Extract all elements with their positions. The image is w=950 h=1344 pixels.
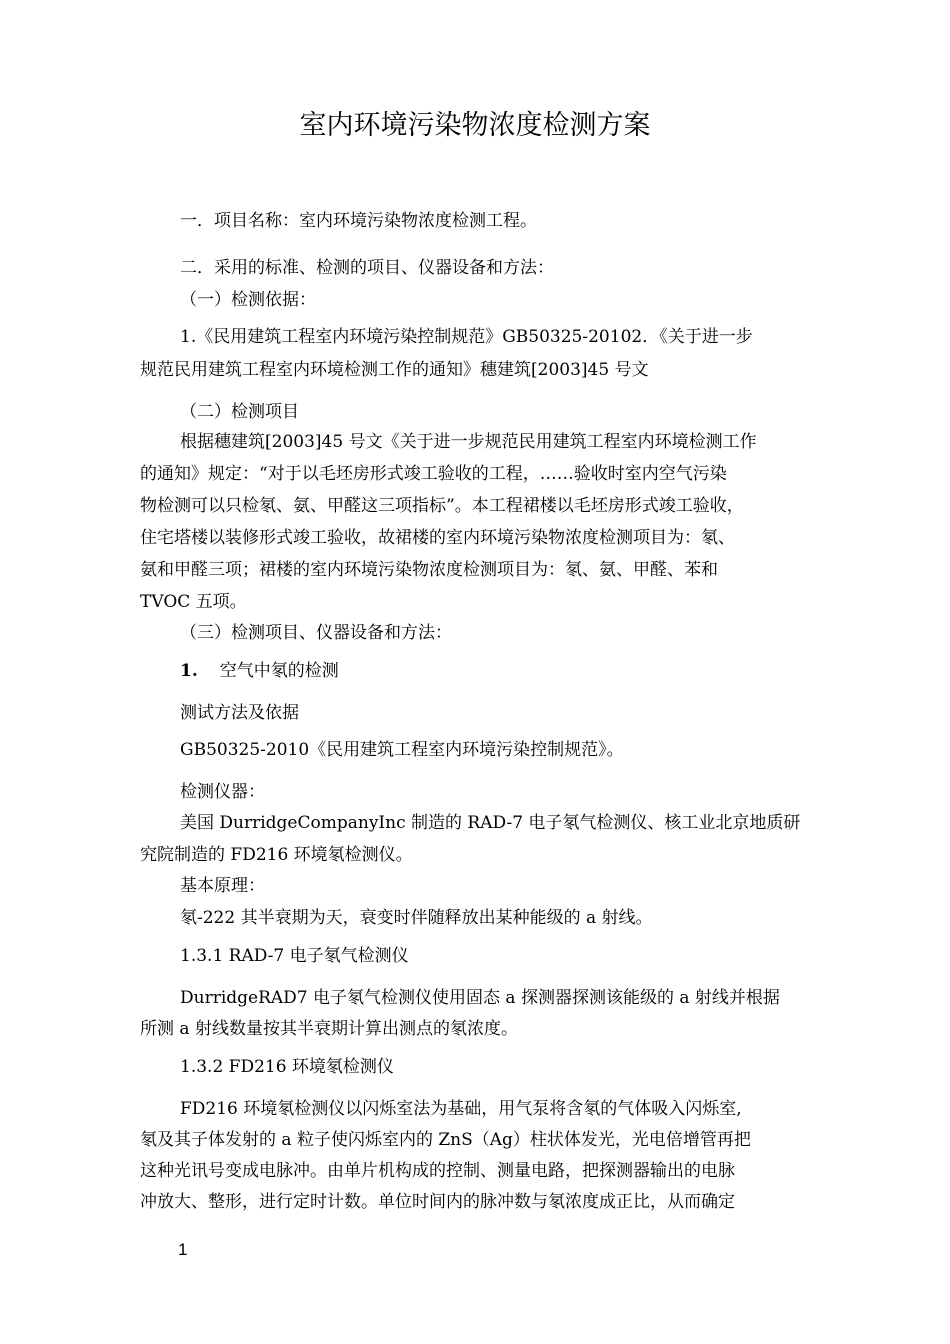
subsection-items-heading: （二）检测项目 xyxy=(180,402,299,422)
items-paragraph-line-3: 物检测可以只检氡、氨、甲醛这三项指标”。本工程裙楼以毛坯房形式竣工验收， xyxy=(140,496,744,516)
items-paragraph-line-2: 的通知》规定：“对于以毛坯房形式竣工验收的工程，……验收时室内空气污染 xyxy=(140,464,727,484)
basis-line-2: 规范民用建筑工程室内环境检测工作的通知》穗建筑[2003]45 号文 xyxy=(140,360,649,380)
rad7-paragraph-line-2: 所测 a 射线数量按其半衰期计算出测点的氡浓度。 xyxy=(140,1019,518,1039)
section-two-heading: 二．采用的标准、检测的项目、仪器设备和方法： xyxy=(180,258,554,278)
standard-reference-line: GB50325-2010《民用建筑工程室内环境污染控制规范》。 xyxy=(180,740,624,760)
basis-line-1: 1.《民用建筑工程室内环境污染控制规范》GB50325-20102．《关于进一步 xyxy=(180,327,753,347)
fd216-heading: 1.3.2 FD216 环境氡检测仪 xyxy=(180,1057,394,1077)
instruments-heading: 检测仪器： xyxy=(180,782,265,802)
fd216-paragraph-line-2: 氡及其子体发射的 a 粒子使闪烁室内的 ZnS（Ag）柱状体发光，光电倍增管再把 xyxy=(140,1130,751,1150)
principle-line: 氡-222 其半衰期为天，衰变时伴随释放出某种能级的 a 射线。 xyxy=(180,908,653,928)
items-paragraph-line-5: 氨和甲醛三项；裙楼的室内环境污染物浓度检测项目为：氡、氨、甲醛、苯和 xyxy=(140,560,718,580)
fd216-paragraph-line-1: FD216 环境氡检测仪以闪烁室法为基础，用气泵将含氡的气体吸入闪烁室, xyxy=(180,1099,742,1119)
rad7-heading: 1.3.1 RAD-7 电子氡气检测仪 xyxy=(180,946,409,966)
subsection-methods-heading: （三）检测项目、仪器设备和方法： xyxy=(180,623,452,643)
fd216-paragraph-line-4: 冲放大、整形，进行定时计数。单位时间内的脉冲数与氡浓度成正比，从而确定 xyxy=(140,1192,735,1212)
radon-detection-heading xyxy=(180,659,339,683)
radon-heading-text: 空气中氡的检测 xyxy=(219,661,339,681)
principle-heading: 基本原理： xyxy=(180,876,265,896)
page-number: 1 xyxy=(178,1240,188,1259)
instruments-line-1: 美国 DurridgeCompanyInc 制造的 RAD-7 电子氡气检测仪、核工业北京地质研 xyxy=(180,813,801,833)
document-title: 室内环境污染物浓度检测方案 xyxy=(299,110,651,141)
items-paragraph-line-1: 根据穗建筑[2003]45 号文《关于进一步规范民用建筑工程室内环境检测工作 xyxy=(180,432,757,452)
rad7-paragraph-line-1: DurridgeRAD7 电子氡气检测仪使用固态 a 探测器探测该能级的 a 射线并根据 xyxy=(180,988,780,1008)
instruments-line-2: 究院制造的 FD216 环境氡检测仪。 xyxy=(140,845,413,865)
method-basis-heading: 测试方法及依据 xyxy=(180,703,299,723)
project-name-line: 一．项目名称：室内环境污染物浓度检测工程。 xyxy=(180,211,537,231)
fd216-paragraph-line-3: 这种光讯号变成电脉冲。由单片机构成的控制、测量电路，把探测器输出的电脉 xyxy=(140,1161,735,1181)
radon-heading-number: 1. xyxy=(180,661,198,681)
items-paragraph-line-4: 住宅塔楼以装修形式竣工验收，故裙楼的室内环境污染物浓度检测项目为：氡、 xyxy=(140,528,735,548)
items-paragraph-line-6: TVOC 五项。 xyxy=(140,592,247,612)
subsection-basis-heading: （一）检测依据： xyxy=(180,290,316,310)
